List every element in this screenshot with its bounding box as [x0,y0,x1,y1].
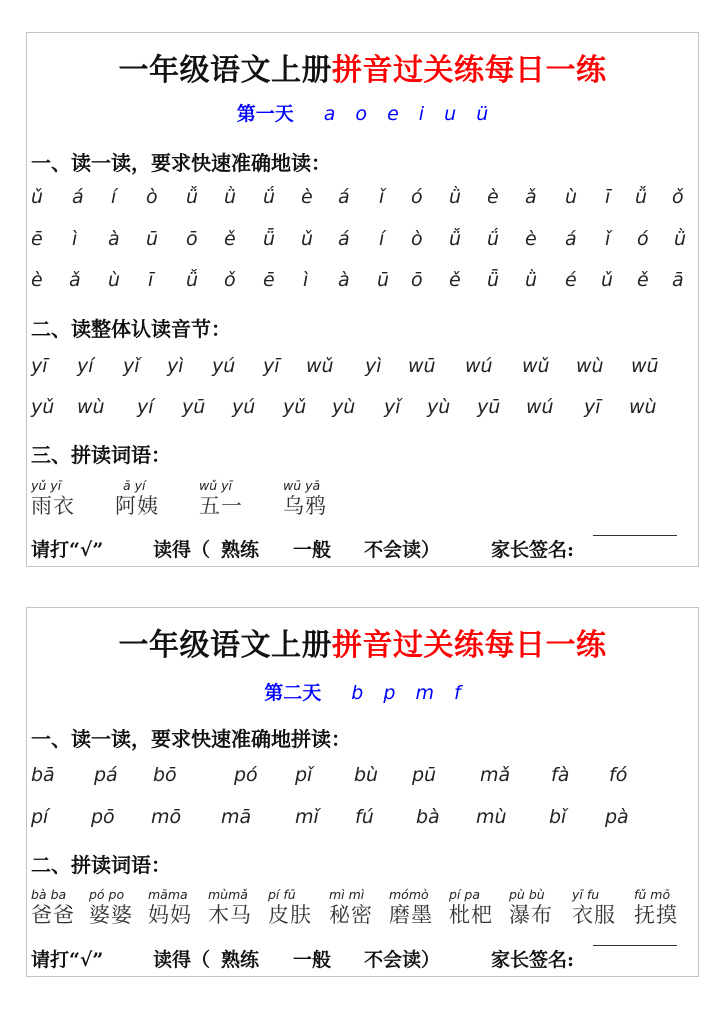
word-hanzi: 秘密 [329,903,373,927]
word-item [449,887,493,927]
signature-field[interactable] [593,945,677,946]
vowel: ǔ [31,186,44,208]
word-pinyin: yī fu [572,887,600,902]
syllable: bō [153,764,177,786]
word-pinyin: fǔ mō [634,887,671,902]
word-item [572,887,616,927]
syllable: yú [212,355,236,377]
syllable: yú [232,396,256,418]
option-cannot-read[interactable]: 不会读） [364,949,441,971]
vowel: ì [303,269,309,291]
syllable: pà [605,806,629,828]
syllable: yì [365,355,382,377]
vowel: ǖ [487,269,500,291]
worksheet-title [27,620,698,664]
word-item [268,887,312,927]
vowel: ā [672,269,684,291]
vowel: ǚ [635,186,648,208]
title-practice-part: 拼音过关练每日一练 [332,628,607,663]
syllable: bà [416,806,440,828]
vowel: ǖ [263,228,276,250]
vowel: ǜ [525,269,538,291]
word-item [115,478,159,518]
section-heading-spell-words: 二、拼读词语： [31,853,171,877]
section-heading-read-vowels: 一、读一读，要求快速准确地读： [31,151,331,175]
word-hanzi: 爸爸 [31,903,75,927]
vowel-row-3 [31,269,694,297]
syllable: pó [234,764,258,786]
vowel: é [565,269,577,291]
option-cannot-read[interactable]: 不会读） [364,539,441,561]
syllable: pō [91,806,115,828]
section-heading-read-syllables: 一、读一读，要求快速准确地拼读： [31,727,351,751]
word-pinyin: pù bù [509,887,545,902]
syllable: pá [94,764,118,786]
syllable: wú [526,396,554,418]
vowel: ò [146,186,158,208]
syllable: yū [182,396,206,418]
word-hanzi: 木马 [208,903,252,927]
word-pinyin: pí fū [268,887,296,902]
vowel: á [338,228,350,250]
vowel: ē [31,228,43,250]
syllable-row-2 [31,806,694,834]
word-hanzi: 阿姨 [115,494,159,518]
word-pinyin: pí pa [449,887,480,902]
vowel: è [525,228,537,250]
vowel: è [31,269,43,291]
syllable: yī [584,396,601,418]
word-pinyin: wū yā [283,478,321,493]
vowel: ě [449,269,461,291]
worksheet-title [27,45,698,89]
vowel: ě [224,228,236,250]
syllable: yù [427,396,451,418]
syllable: wū [408,355,436,377]
syllable: mō [151,806,182,828]
syllable: bù [354,764,379,786]
vowel: ū [146,228,159,250]
vowel: ō [411,269,423,291]
vowel: ǎ [69,269,81,291]
vowel: è [487,186,499,208]
vowel: ǘ [263,186,276,208]
syllable: mā [221,806,252,828]
syllable: mù [476,806,507,828]
vowel: á [565,228,577,250]
word-hanzi: 抚摸 [634,903,678,927]
vowel: ò [411,228,423,250]
day-label: 第一天 [236,103,294,125]
vowel: ó [411,186,423,208]
vowel: ù [108,269,121,291]
syllable: yí [137,396,154,418]
vowel: ǚ [186,186,199,208]
word-hanzi: 瀑布 [509,903,553,927]
word-item [509,887,553,927]
word-pinyin: mómò [389,887,429,902]
word-pinyin: yǔ yī [31,478,62,493]
syllable: fú [355,806,374,828]
worksheet-day-1 [26,32,699,567]
word-list [31,478,694,526]
word-item [89,887,133,927]
word-list [31,887,694,935]
vowel: í [111,186,117,208]
vowel: ǚ [449,228,462,250]
vowel: á [72,186,84,208]
syllable: wù [576,355,604,377]
syllable-row-1 [31,355,694,383]
syllable: mǐ [295,806,319,828]
vowel: è [301,186,313,208]
syllable: wù [77,396,105,418]
vowel-row-1 [31,186,694,214]
syllable-row-2 [31,396,694,424]
word-item [634,887,678,927]
vowel: ǎ [525,186,537,208]
word-item [199,478,243,518]
syllable: fó [609,764,628,786]
syllable: yū [477,396,501,418]
word-pinyin: mì mì [329,887,365,902]
day-subtitle [27,99,698,126]
vowel: ī [605,186,611,208]
section-heading-spell-words: 三、拼读词语： [31,443,171,467]
word-item [389,887,433,927]
vowel: ǒ [224,269,236,291]
vowel: ī [148,269,154,291]
syllable: fà [551,764,570,786]
word-item [283,478,327,518]
syllable: yǐ [384,396,401,418]
syllable: yī [31,355,48,377]
vowel: à [338,269,350,291]
word-pinyin: ā yí [123,478,146,493]
syllable: pū [412,764,437,786]
worksheet-day-2 [26,607,699,977]
vowel: ǜ [449,186,462,208]
option-average[interactable]: 一般 [293,949,332,971]
syllable: bā [31,764,55,786]
syllable: yǔ [283,396,307,418]
syllable: mǎ [480,764,511,786]
option-fluent[interactable]: 熟练 [221,949,260,971]
syllable: wǔ [522,355,550,377]
word-hanzi: 雨衣 [31,494,75,518]
signature-field[interactable] [593,535,677,536]
signature-label: 家长签名: [491,949,575,971]
word-pinyin: māma [148,887,188,902]
vowel: ǒ [672,186,684,208]
word-hanzi: 五一 [199,494,243,518]
option-average[interactable]: 一般 [293,539,332,561]
vowel: ǘ [487,228,500,250]
syllable: yí [77,355,94,377]
option-fluent[interactable]: 熟练 [221,539,260,561]
vowel: ě [637,269,649,291]
vowel: ǜ [674,228,687,250]
section-heading-whole-syllables: 二、读整体认读音节： [31,317,231,341]
vowel: ó [637,228,649,250]
word-hanzi: 婆婆 [89,903,133,927]
vowel: à [108,228,120,250]
day-letters: b p m f [351,682,461,704]
syllable: yù [332,396,356,418]
syllable-row-1 [31,764,694,792]
word-item [31,887,75,927]
vowel: ù [565,186,578,208]
word-item [31,478,75,518]
title-practice-part: 拼音过关练每日一练 [332,53,607,88]
syllable: yǐ [123,355,140,377]
word-item [148,887,192,927]
vowel: á [338,186,350,208]
check-prompt: 请打“√” [31,539,104,561]
title-grade-part: 一年级语文上册 [118,628,332,663]
word-item [329,887,373,927]
day-subtitle [27,678,698,705]
vowel: ē [263,269,275,291]
word-item [208,887,252,927]
vowel: í [379,228,385,250]
syllable: yī [263,355,280,377]
day-letters: a o e i u ü [323,103,489,125]
vowel: ǔ [301,228,314,250]
word-pinyin: pó po [89,887,125,902]
vowel: ū [377,269,390,291]
word-hanzi: 皮肤 [268,903,312,927]
syllable: pǐ [295,764,313,786]
signature-label: 家长签名: [491,539,575,561]
vowel: ǐ [379,186,385,208]
syllable: bǐ [549,806,567,828]
word-pinyin: bà ba [31,887,67,902]
syllable: pí [31,806,49,828]
vowel: ǚ [186,269,199,291]
word-hanzi: 磨墨 [389,903,433,927]
syllable: wù [629,396,657,418]
word-hanzi: 妈妈 [148,903,192,927]
title-grade-part: 一年级语文上册 [118,53,332,88]
day-label: 第二天 [264,682,322,704]
syllable: yì [167,355,184,377]
vowel: ǔ [601,269,614,291]
word-pinyin: mùmǎ [208,887,248,902]
vowel-row-2 [31,228,694,256]
vowel: ǐ [605,228,611,250]
check-prompt: 请打“√” [31,949,104,971]
vowel: ō [186,228,198,250]
word-hanzi: 乌鸦 [283,494,327,518]
read-label: 读得（ [153,539,211,561]
syllable: wú [465,355,493,377]
read-label: 读得（ [153,949,211,971]
vowel: ì [72,228,78,250]
syllable: yǔ [31,396,55,418]
word-hanzi: 枇杷 [449,903,493,927]
word-hanzi: 衣服 [572,903,616,927]
word-pinyin: wǔ yī [199,478,232,493]
syllable: wǔ [306,355,334,377]
vowel: ǜ [224,186,237,208]
syllable: wū [631,355,659,377]
